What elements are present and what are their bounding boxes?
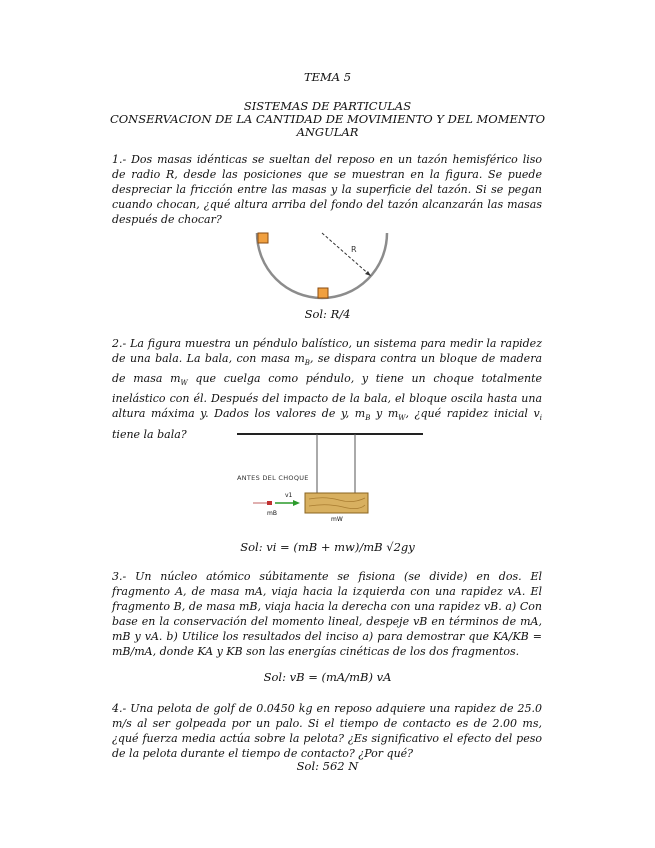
solution-4: Sol: 562 N: [296, 759, 359, 773]
solution-3: Sol: vB = (mA/mB) vA: [263, 670, 392, 684]
section-subheading: CONSERVACION DE LA CANTIDAD DE MOVIMIENTO Y DEL MOMENTO: [109, 112, 546, 126]
solution-2: Sol: vi = (mB + mw)/mB √2gy: [240, 540, 415, 554]
section-subheading-cont: ANGULAR: [296, 125, 359, 139]
ballistic-pendulum-figure: [235, 428, 425, 528]
mw-label: mW: [331, 516, 343, 523]
solution-1: Sol: R/4: [304, 307, 351, 321]
problem-1-text: 1.- Dos masas idénticas se sueltan del reposo en un tazón hemisférico liso de radio R, desde las posiciones que se muestran en la figura. Se puede despreciar la fricción entre las masas y la superficie del tazón. Si se pegan cuando chocan, ¿qué altura arriba del fondo del tazón alcanzarán las masas después de chocar?: [112, 153, 542, 226]
problem-3-text: 3.- Un núcleo atómico súbitamente se fisiona (se divide) en dos. El fragmento A, de masa mA, viaja hacia la izquierda con una rapidez vA. El fragmento B, de masa mB, viaja hacia la derecha con una rapidez vB. a) Con base en la conservación del momento lineal, despeje vB en términos de mA, mB y vA. b) Utilice los resultados del inciso a) para demostrar que KA/KB = mB/mA, donde KA y KB son las energías cinéticas de los dos fragmentos.: [112, 570, 542, 658]
radius-arrowhead: [365, 271, 371, 276]
document-title: TEMA 5: [303, 70, 352, 84]
problem-2-text: 2.- La figura muestra un péndulo balístico, un sistema para medir la rapidez de una bala. La bala, con masa $m_B$, se dispara contra un bloque de madera de masa $m_W$ que cuelga como péndulo, y tiene un choque totalmente inelástico con él. Después del impacto de la bala, el bloque oscila hasta una altura máxima y. Dados los valores de y, $m_B$ y $m_W$, ¿qué rapidez inicial $v_i$ tiene la bala?: [112, 337, 543, 441]
problem-4-text: 4.- Una pelota de golf de 0.0450 kg en reposo adquiere una rapidez de 25.0 m/s al ser golpeada por un palo. Si el tiempo de contacto es de 2.00 ms, ¿qué fuerza media actúa sobre la pelota? ¿Es significativo el efecto del peso de la pelota durante el tiempo de contacto? ¿Por qué?: [112, 702, 542, 760]
bowl-figure: [252, 228, 392, 303]
mb-label: mB: [267, 510, 277, 517]
mass-top-left: [258, 233, 268, 243]
radius-label: R: [351, 245, 357, 254]
velocity-arrowhead: [293, 500, 300, 506]
mass-bottom: [318, 288, 328, 298]
v1-label: v1: [285, 492, 293, 499]
caption-before-impact: ANTES DEL CHOQUE: [237, 474, 309, 482]
section-heading: SISTEMAS DE PARTICULAS: [243, 99, 412, 113]
bullet: [267, 501, 272, 505]
radius-line: [322, 233, 371, 276]
wood-block: [305, 493, 368, 513]
